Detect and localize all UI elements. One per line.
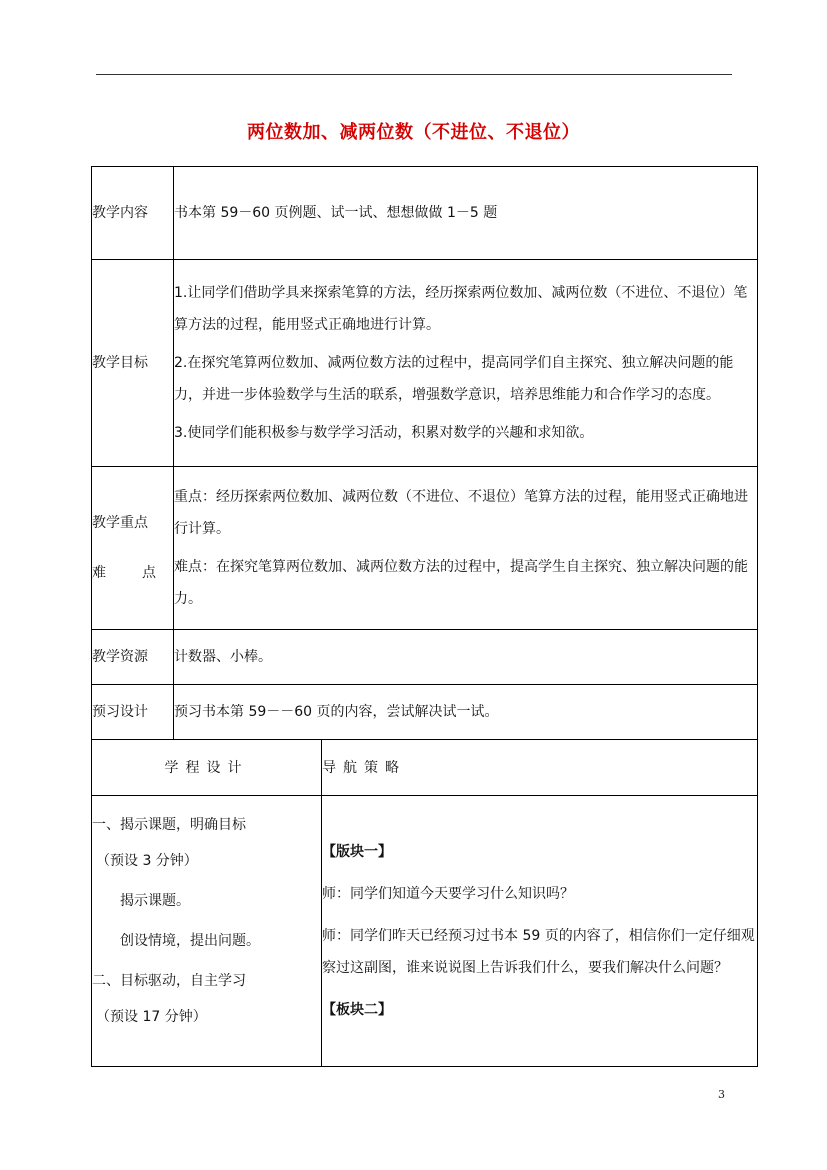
row-flow-guide: [92, 796, 758, 1067]
goal-item: 3.使同学们能积极参与数学学习活动，积累对数学的兴趣和求知欲。: [174, 425, 594, 441]
header-rule: [96, 74, 732, 75]
flow-step-2: 创设情境，提出问题。: [120, 933, 260, 949]
key-text: 重点：经历探索两位数加、减两位数（不进位、不退位）笔算方法的过程，能用竖式正确地进行计算。: [174, 489, 748, 537]
goals-cell: [174, 260, 758, 467]
difficulty-text: 难点：在探究笔算两位数加、减两位数方法的过程中，提高学生自主探究、独立解决问题的能力。: [174, 559, 748, 607]
lesson-plan-table: [91, 166, 758, 1067]
row-column-headers: [92, 740, 758, 796]
key-difficulty-cell: [174, 467, 758, 630]
column-header-guide: 导航策略: [322, 740, 758, 796]
flow-cell: [92, 796, 322, 1067]
page-number: 3: [718, 1088, 725, 1101]
flow-section-1-time: （预设 3 分钟）: [96, 853, 198, 869]
guide-cell: [322, 796, 758, 1067]
flow-section-2-time: （预设 17 分钟）: [96, 1009, 207, 1025]
goal-item: 1.让同学们借助学具来探索笔算的方法，经历探索两位数加、减两位数（不进位、不退位）笔算方法的过程，能用竖式正确地进行计算。: [174, 285, 748, 333]
guide-block-2: 【板块二】: [322, 1002, 392, 1018]
guide-line-1: 师：同学们知道今天要学习什么知识吗？: [322, 886, 574, 902]
goal-item: 2.在探究笔算两位数加、减两位数方法的过程中，提高同学们自主探究、独立解决问题的能力，并进一步体验数学与生活的联系，增强数学意识，培养思维能力和合作学习的态度。: [174, 355, 734, 403]
row-preview: [92, 685, 758, 740]
resources-text: 计数器、小棒。: [174, 630, 758, 685]
goals-label: 教学目标: [92, 260, 174, 467]
guide-line-2: 师：同学们昨天已经预习过书本 59 页的内容了，相信你们一定仔细观察过这副图，谁来说说图上告诉我们什么，要我们解决什么问题？: [322, 928, 755, 976]
column-header-flow: 学程设计: [92, 740, 322, 796]
guide-block-1: 【版块一】: [322, 844, 392, 860]
row-resources: [92, 630, 758, 685]
document-title: 两位数加、减两位数（不进位、不退位）: [247, 122, 580, 143]
flow-step-1: 揭示课题。: [120, 893, 190, 909]
preview-text: 预习书本第 59－－60 页的内容，尝试解决试一试。: [174, 685, 758, 740]
flow-section-2: 二、目标驱动，自主学习: [92, 973, 246, 989]
content-label: 教学内容: [92, 167, 174, 260]
key-difficulty-label-cell: [92, 467, 174, 630]
row-key-difficulty: [92, 467, 758, 630]
content-text: 书本第 59－60 页例题、试一试、想想做做 1－5 题: [174, 167, 758, 260]
difficulty-label: 难 点: [92, 565, 156, 581]
resources-label: 教学资源: [92, 630, 174, 685]
row-goals: [92, 260, 758, 467]
flow-section-1: 一、揭示课题，明确目标: [92, 817, 246, 833]
preview-label: 预习设计: [92, 685, 174, 740]
key-label: 教学重点: [92, 515, 148, 531]
row-content: [92, 167, 758, 260]
